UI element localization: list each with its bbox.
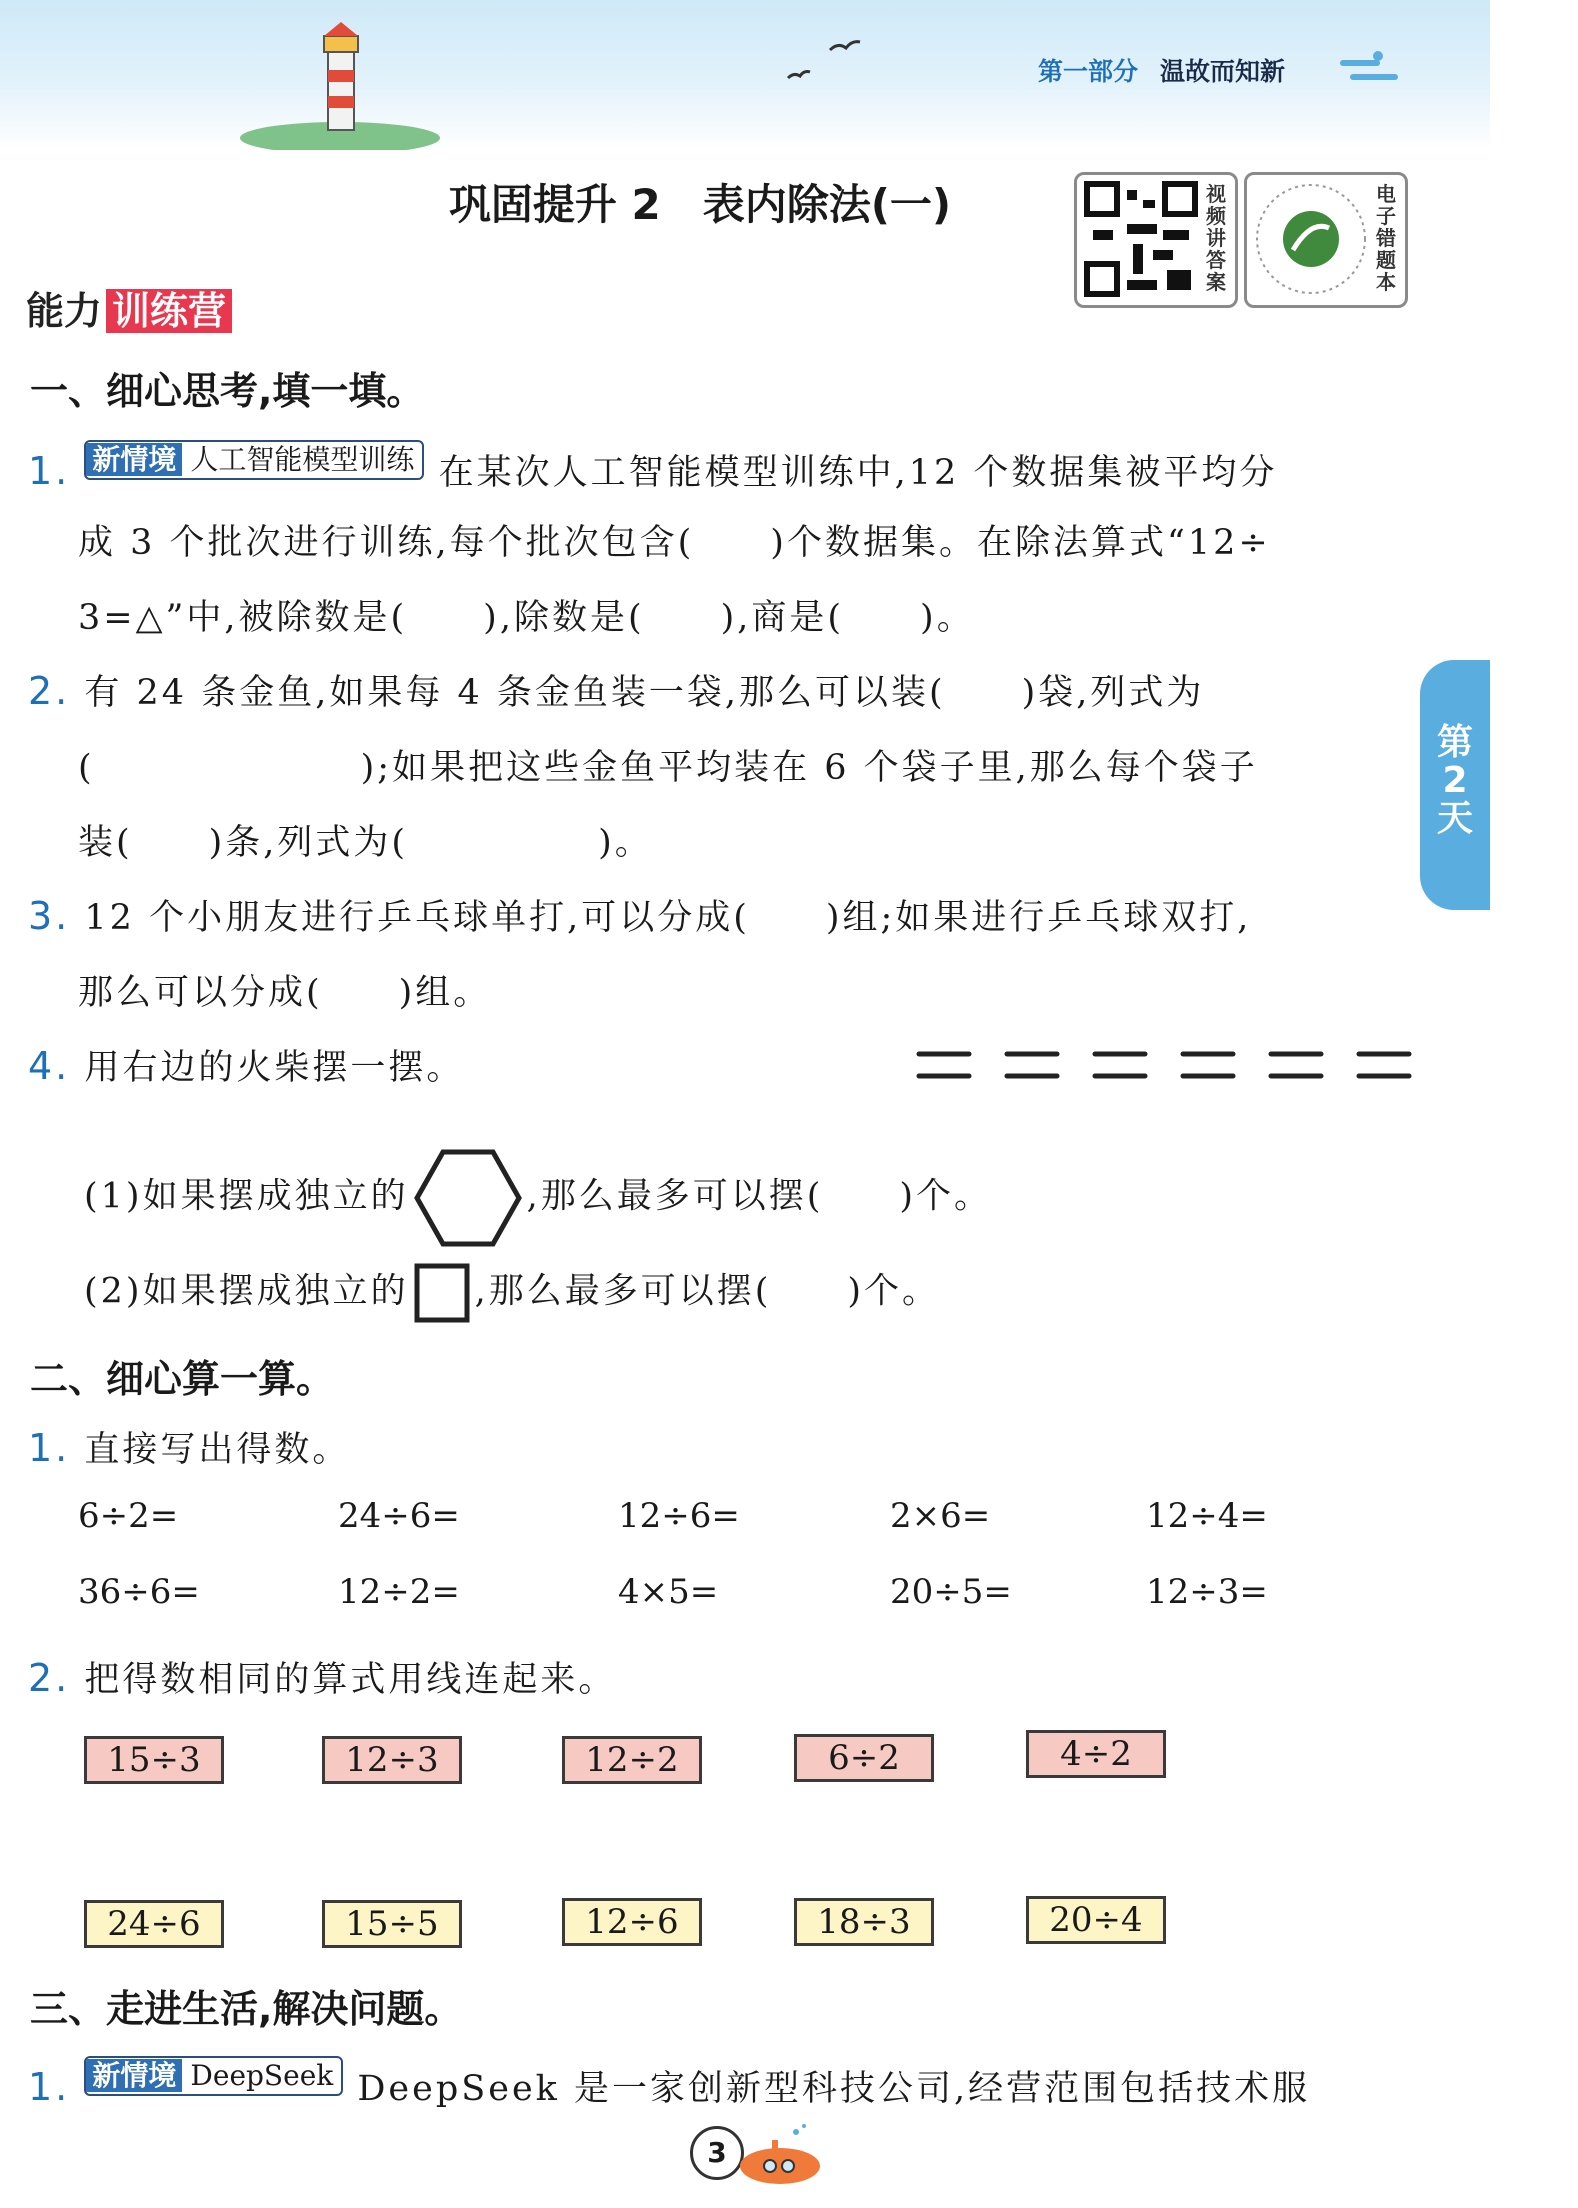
s3q1-line1: 1. 新情境 DeepSeek DeepSeek 是一家创新型科技公司,经营范围包括技术服 — [28, 2056, 1310, 2111]
lighthouse-icon — [240, 20, 440, 150]
q3-line1: 3. 12 个小朋友进行乒乓球单打,可以分成( )组;如果进行乒乓球双打, — [28, 894, 1252, 938]
match-box-bottom[interactable]: 18÷3 — [794, 1898, 934, 1946]
match-box-bottom[interactable]: 15÷5 — [322, 1900, 462, 1948]
qr1-label: 视频讲答案 — [1206, 182, 1226, 294]
section-brand: 能力 训练营 — [26, 280, 232, 335]
calc-item: 6÷2= — [78, 1496, 179, 1536]
section1-heading: 一、细心思考,填一填。 — [30, 369, 425, 413]
calc-item: 2×6= — [890, 1496, 991, 1536]
q2-line2: ( );如果把这些金鱼平均装在 6 个袋子里,那么每个袋子 — [78, 748, 1258, 788]
calc-item: 12÷3= — [1146, 1572, 1268, 1612]
calc-item: 12÷4= — [1146, 1496, 1268, 1536]
calc-item: 20÷5= — [890, 1572, 1012, 1612]
match-box-top[interactable]: 4÷2 — [1026, 1730, 1166, 1778]
matchsticks-icon — [915, 1046, 1415, 1086]
s2q2-line1: 2. 把得数相同的算式用线连起来。 — [28, 1656, 617, 1700]
square-icon — [413, 1262, 471, 1324]
match-box-top[interactable]: 15÷3 — [84, 1736, 224, 1784]
q4-sub1: (1)如果摆成独立的 ,那么最多可以摆( )个。 — [84, 1148, 992, 1248]
page-number: 3 — [690, 2126, 744, 2180]
q4-sub2: (2)如果摆成独立的 ,那么最多可以摆( )个。 — [84, 1262, 940, 1324]
calc-item: 12÷6= — [618, 1496, 740, 1536]
section2-heading: 二、细心算一算。 — [30, 1357, 335, 1401]
match-box-top[interactable]: 12÷2 — [562, 1736, 702, 1784]
birds-icon — [780, 30, 880, 90]
part-label: 第一部分 温故而知新 — [1038, 57, 1286, 86]
q1-line1: 1. 新情境 人工智能模型训练 在某次人工智能模型训练中,12 个数据集被平均分 — [28, 440, 1277, 495]
q4-line1: 4. 用右边的火柴摆一摆。 — [28, 1044, 465, 1088]
section3-heading: 三、走进生活,解决问题。 — [30, 1987, 463, 2031]
submarine-icon — [736, 2118, 826, 2188]
match-box-bottom[interactable]: 24÷6 — [84, 1900, 224, 1948]
video-answer-qr[interactable] — [1074, 172, 1238, 308]
calc-item: 36÷6= — [78, 1572, 200, 1612]
calc-item: 12÷2= — [338, 1572, 460, 1612]
match-box-top[interactable]: 12÷3 — [322, 1736, 462, 1784]
q3-line2: 那么可以分成( )组。 — [78, 973, 492, 1013]
q2-line3: 装( )条,列式为( )。 — [78, 823, 653, 863]
match-box-bottom[interactable]: 20÷4 — [1026, 1896, 1166, 1944]
q1-line3: 3=△”中,被除数是( ),除数是( ),商是( )。 — [78, 598, 975, 638]
match-box-top[interactable]: 6÷2 — [794, 1734, 934, 1782]
page-title: 巩固提升 2 表内除法(一) — [448, 180, 952, 229]
match-box-bottom[interactable]: 12÷6 — [562, 1898, 702, 1946]
q2-line1: 2. 有 24 条金鱼,如果每 4 条金鱼装一袋,那么可以装( )袋,列式为 — [28, 669, 1205, 713]
hexagon-icon — [413, 1148, 523, 1248]
q1-line2: 成 3 个批次进行训练,每个批次包含( )个数据集。在除法算式“12÷ — [78, 523, 1271, 563]
error-book-qr[interactable] — [1244, 172, 1408, 308]
new-context-badge: 新情境 DeepSeek — [84, 2056, 343, 2096]
qr2-label: 电子错题本 — [1376, 182, 1396, 294]
qr-code-icon — [1083, 180, 1199, 298]
calc-item: 24÷6= — [338, 1496, 460, 1536]
calc-item: 4×5= — [618, 1572, 719, 1612]
new-context-badge: 新情境 人工智能模型训练 — [84, 440, 424, 480]
mini-program-code-icon — [1253, 180, 1369, 298]
header-decoration-icon — [1340, 50, 1400, 90]
day-side-tab: 第 2 天 — [1420, 660, 1490, 910]
s2q1-line1: 1. 直接写出得数。 — [28, 1426, 351, 1470]
